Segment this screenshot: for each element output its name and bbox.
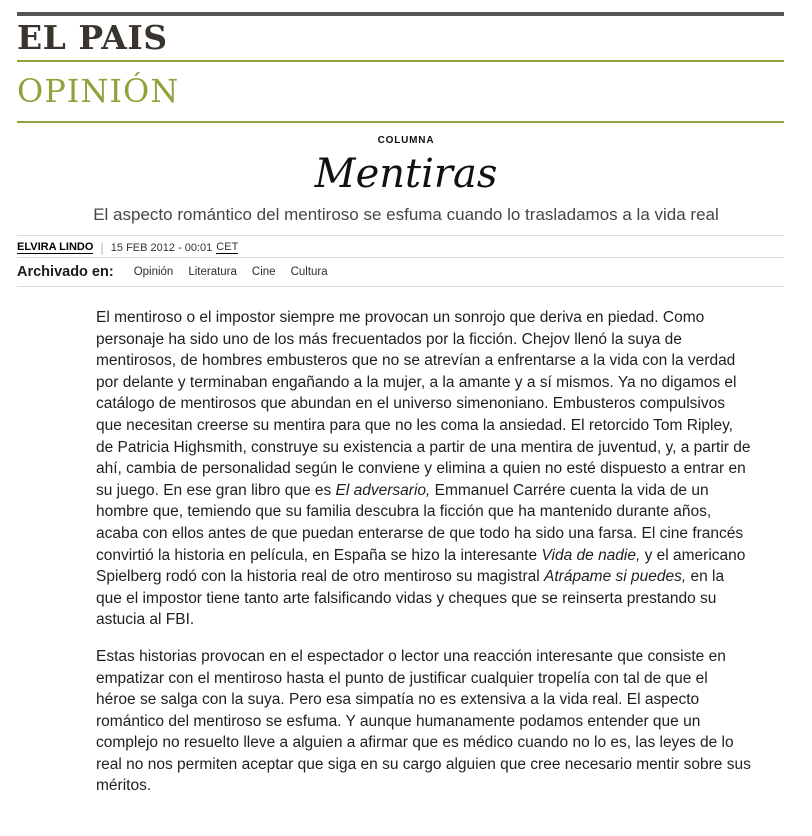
book-title-el-adversario: El adversario, [335, 481, 431, 499]
brand-row [17, 16, 784, 60]
article-head [0, 135, 812, 226]
section-divider-bottom [17, 121, 784, 123]
paragraph-1 [96, 307, 751, 631]
article-subtitle: El aspecto romántico del mentiroso se esfuma cuando lo trasladamos a la vida real [93, 205, 719, 224]
paragraph-1-text: El mentiroso o el impostor siempre me provocan un sonrojo que deriva en piedad. Como personaje ha sido uno de los más frecuentados por la ficción. Chejov llenó la suya de mentirosos, de hombres embusteros que no se atrevían a enfrentarse a la vida con la verdad por delante y terminaban engañando a la mujer, a la amante y a sí mismos. Ya no digamos el catálogo de mentirosos que abundan en el universo simenoniano. Embusteros compulsivos que necesitan creerse su mentira para que no les coma la ansiedad. El retorcido Tom Ripley, de Patricia Highsmith, construye su existencia a partir de una mentira de juventud, y, a partir de ahí, cambia de personalidad según le conviene y elimina a quien no esté dispuesto a entrar en su juego. En ese gran libro que es [96, 309, 751, 499]
paragraph-1-text: Emmanuel Carrére cuenta la vida de un hombre que, temiendo que su familia descubra la ficción que ha mantenido durante años, acaba con ellos antes de que puedan enterarse de que todo ha sido una farsa. El cine francés convirtió la historia en película, en España se hizo la interesante [96, 481, 744, 564]
paragraph-1-text: y el americano Spielberg rodó con la historia real de otro mentiroso su magistral [96, 546, 746, 586]
kicker: COLUMNA [377, 135, 435, 146]
film-title-atrapame-si-puedes: Atrápame si puedes, [544, 568, 687, 586]
author-link[interactable]: ELVIRA LINDO [17, 241, 94, 253]
section-row [17, 62, 784, 121]
article-title: Mentiras [314, 151, 498, 197]
tag-opinion[interactable]: Opinión [133, 266, 174, 278]
paragraph-1-text: en la que el impostor tiene tanto arte falsificando vidas y cheques que se reinserta prestando su astucia al FBI. [96, 568, 725, 629]
tag-literatura[interactable]: Literatura [188, 266, 237, 278]
el-pais-logo[interactable]: EL PAIS [17, 18, 168, 57]
section-title-opinion[interactable]: OPINIÓN [17, 72, 180, 110]
tags-row [17, 257, 784, 287]
masthead [17, 12, 784, 123]
article-body [96, 307, 751, 797]
tags-label: Archivado en: [17, 264, 114, 280]
tag-cultura[interactable]: Cultura [290, 266, 328, 278]
tag-cine[interactable]: Cine [251, 266, 276, 278]
film-title-vida-de-nadie: Vida de nadie, [541, 546, 641, 564]
publish-date: 15 FEB 2012 - 00:01 [110, 241, 213, 254]
byline-row [17, 235, 784, 257]
paragraph-2 [96, 646, 751, 797]
article-meta [17, 235, 784, 287]
byline-separator: | [100, 240, 104, 255]
timezone-abbr: CET [216, 241, 239, 253]
paragraph-2-text: Estas historias provocan en el espectador o lector una reacción interesante que consiste en empatizar con el mentiroso hasta el punto de justificar cualquier tropelía con tal de que el héroe se salga con la suya. Pero esa simpatía no es extensiva a la vida real. El aspecto romántico del mentiroso se esfuma. Y aunque humanamente podamos entender que un complejo no resuelto lleve a alguien a afirmar que es médico cuando no lo es, las leyes de lo real no nos permiten aceptar que siga en su cargo alguien que cree necesario mentir sobre sus méritos. [96, 647, 751, 795]
